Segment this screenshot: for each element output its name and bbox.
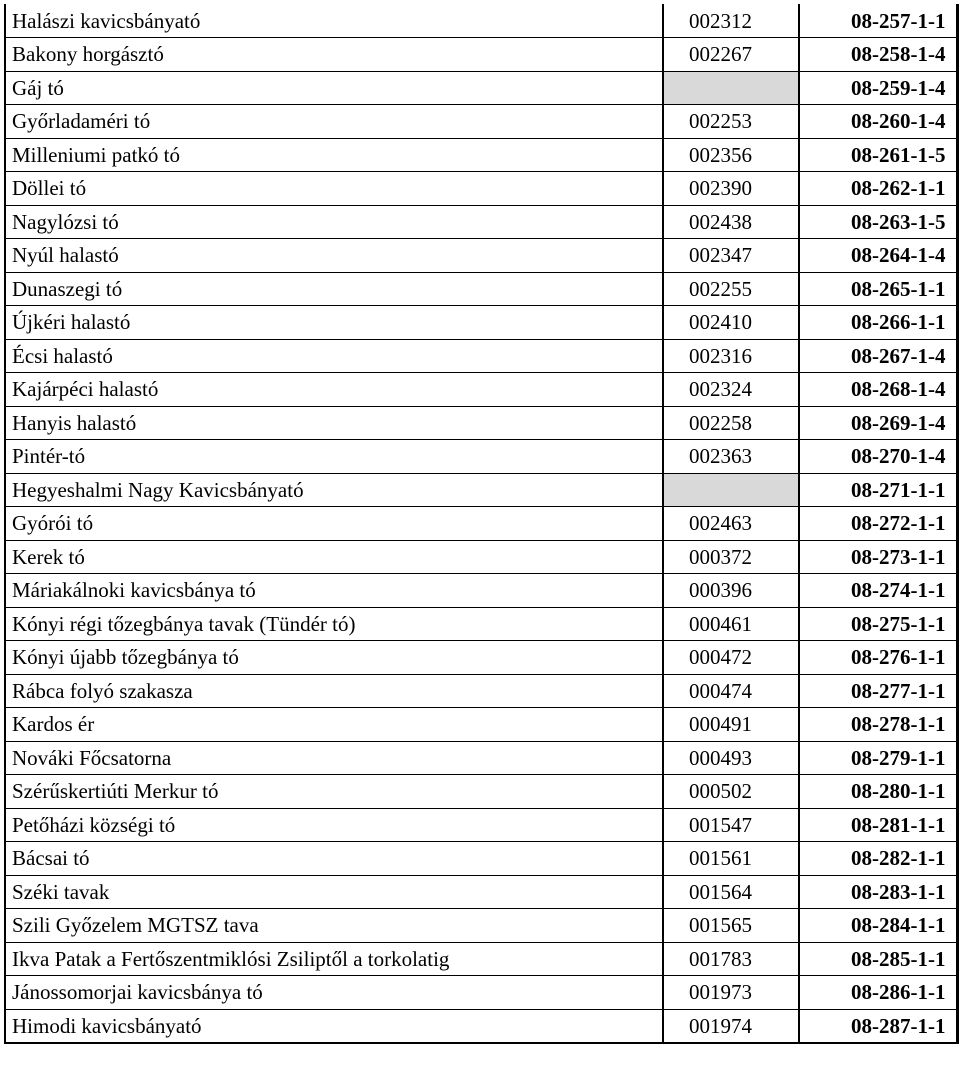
water-id-cell: 08-272-1-1	[799, 507, 957, 541]
code-cell: 002356	[663, 138, 799, 172]
code-cell: 002324	[663, 373, 799, 407]
table-row	[5, 239, 957, 273]
water-id-cell: 08-267-1-4	[799, 339, 957, 373]
table-row	[5, 4, 957, 38]
empty-code-cell	[663, 71, 799, 105]
code-cell: 000372	[663, 540, 799, 574]
water-name-cell: Milleniumi patkó tó	[5, 138, 663, 172]
code-cell: 001973	[663, 976, 799, 1010]
water-id-cell: 08-274-1-1	[799, 574, 957, 608]
water-id-cell: 08-282-1-1	[799, 842, 957, 876]
water-name-cell: Petőházi községi tó	[5, 808, 663, 842]
water-id-cell: 08-259-1-4	[799, 71, 957, 105]
water-name-cell: Nováki Főcsatorna	[5, 741, 663, 775]
code-cell: 000461	[663, 607, 799, 641]
code-cell: 002410	[663, 306, 799, 340]
water-id-cell: 08-275-1-1	[799, 607, 957, 641]
table-row	[5, 272, 957, 306]
table-row	[5, 373, 957, 407]
table-row	[5, 440, 957, 474]
table-row	[5, 942, 957, 976]
water-name-cell: Bakony horgásztó	[5, 38, 663, 72]
water-name-cell: Dunaszegi tó	[5, 272, 663, 306]
code-cell: 000472	[663, 641, 799, 675]
code-cell: 002390	[663, 172, 799, 206]
code-cell: 000491	[663, 708, 799, 742]
code-cell: 002255	[663, 272, 799, 306]
table-row	[5, 306, 957, 340]
water-name-cell: Hanyis halastó	[5, 406, 663, 440]
water-name-cell: Bácsai tó	[5, 842, 663, 876]
water-name-cell: Széki tavak	[5, 875, 663, 909]
water-id-cell: 08-268-1-4	[799, 373, 957, 407]
table-row	[5, 909, 957, 943]
waters-table	[4, 4, 959, 1044]
water-name-cell: Nyúl halastó	[5, 239, 663, 273]
table-row	[5, 976, 957, 1010]
table-row	[5, 674, 957, 708]
water-id-cell: 08-277-1-1	[799, 674, 957, 708]
code-cell: 001561	[663, 842, 799, 876]
table-row	[5, 574, 957, 608]
water-id-cell: 08-284-1-1	[799, 909, 957, 943]
table-row	[5, 607, 957, 641]
water-id-cell: 08-280-1-1	[799, 775, 957, 809]
water-id-cell: 08-270-1-4	[799, 440, 957, 474]
water-name-cell: Pintér-tó	[5, 440, 663, 474]
water-name-cell: Szérűskertiúti Merkur tó	[5, 775, 663, 809]
table-row	[5, 842, 957, 876]
table-row	[5, 105, 957, 139]
table-row	[5, 339, 957, 373]
water-id-cell: 08-263-1-5	[799, 205, 957, 239]
code-cell: 002438	[663, 205, 799, 239]
table-row	[5, 406, 957, 440]
code-cell: 002463	[663, 507, 799, 541]
table-row	[5, 741, 957, 775]
water-name-cell: Szili Győzelem MGTSZ tava	[5, 909, 663, 943]
water-id-cell: 08-261-1-5	[799, 138, 957, 172]
water-name-cell: Écsi halastó	[5, 339, 663, 373]
table-row	[5, 875, 957, 909]
code-cell: 000493	[663, 741, 799, 775]
table-row	[5, 540, 957, 574]
water-name-cell: Hegyeshalmi Nagy Kavicsbányató	[5, 473, 663, 507]
water-name-cell: Kónyi újabb tőzegbánya tó	[5, 641, 663, 675]
water-name-cell: Újkéri halastó	[5, 306, 663, 340]
code-cell: 002316	[663, 339, 799, 373]
water-id-cell: 08-283-1-1	[799, 875, 957, 909]
table-row	[5, 71, 957, 105]
water-id-cell: 08-276-1-1	[799, 641, 957, 675]
code-cell: 001974	[663, 1009, 799, 1043]
water-name-cell: Jánossomorjai kavicsbánya tó	[5, 976, 663, 1010]
code-cell: 000396	[663, 574, 799, 608]
water-name-cell: Máriakálnoki kavicsbánya tó	[5, 574, 663, 608]
water-name-cell: Kardos ér	[5, 708, 663, 742]
table-row	[5, 205, 957, 239]
water-id-cell: 08-265-1-1	[799, 272, 957, 306]
code-cell: 001783	[663, 942, 799, 976]
water-id-cell: 08-266-1-1	[799, 306, 957, 340]
table-row	[5, 708, 957, 742]
water-name-cell: Halászi kavicsbányató	[5, 4, 663, 38]
code-cell: 000474	[663, 674, 799, 708]
water-id-cell: 08-262-1-1	[799, 172, 957, 206]
water-id-cell: 08-260-1-4	[799, 105, 957, 139]
water-id-cell: 08-258-1-4	[799, 38, 957, 72]
water-name-cell: Győrladaméri tó	[5, 105, 663, 139]
water-id-cell: 08-285-1-1	[799, 942, 957, 976]
table-row	[5, 1009, 957, 1043]
water-id-cell: 08-287-1-1	[799, 1009, 957, 1043]
code-cell: 002347	[663, 239, 799, 273]
code-cell: 002253	[663, 105, 799, 139]
table-row	[5, 473, 957, 507]
code-cell: 002363	[663, 440, 799, 474]
water-id-cell: 08-279-1-1	[799, 741, 957, 775]
table-row	[5, 775, 957, 809]
water-name-cell: Ikva Patak a Fertőszentmiklósi Zsiliptől a torkolatig	[5, 942, 663, 976]
water-name-cell: Kajárpéci halastó	[5, 373, 663, 407]
table-row	[5, 38, 957, 72]
water-id-cell: 08-281-1-1	[799, 808, 957, 842]
table-row	[5, 507, 957, 541]
water-name-cell: Döllei tó	[5, 172, 663, 206]
water-id-cell: 08-273-1-1	[799, 540, 957, 574]
waters-table-body	[5, 4, 957, 1043]
code-cell: 001564	[663, 875, 799, 909]
code-cell: 001547	[663, 808, 799, 842]
water-name-cell: Kerek tó	[5, 540, 663, 574]
code-cell: 002267	[663, 38, 799, 72]
water-name-cell: Gáj tó	[5, 71, 663, 105]
water-name-cell: Rábca folyó szakasza	[5, 674, 663, 708]
water-id-cell: 08-278-1-1	[799, 708, 957, 742]
code-cell: 002312	[663, 4, 799, 38]
water-id-cell: 08-271-1-1	[799, 473, 957, 507]
water-id-cell: 08-257-1-1	[799, 4, 957, 38]
table-row	[5, 138, 957, 172]
code-cell: 002258	[663, 406, 799, 440]
water-name-cell: Nagylózsi tó	[5, 205, 663, 239]
water-name-cell: Kónyi régi tőzegbánya tavak (Tündér tó)	[5, 607, 663, 641]
water-name-cell: Himodi kavicsbányató	[5, 1009, 663, 1043]
table-row	[5, 172, 957, 206]
water-id-cell: 08-286-1-1	[799, 976, 957, 1010]
table-row	[5, 641, 957, 675]
code-cell: 000502	[663, 775, 799, 809]
water-id-cell: 08-264-1-4	[799, 239, 957, 273]
water-id-cell: 08-269-1-4	[799, 406, 957, 440]
code-cell: 001565	[663, 909, 799, 943]
empty-code-cell	[663, 473, 799, 507]
table-row	[5, 808, 957, 842]
water-name-cell: Gyórói tó	[5, 507, 663, 541]
